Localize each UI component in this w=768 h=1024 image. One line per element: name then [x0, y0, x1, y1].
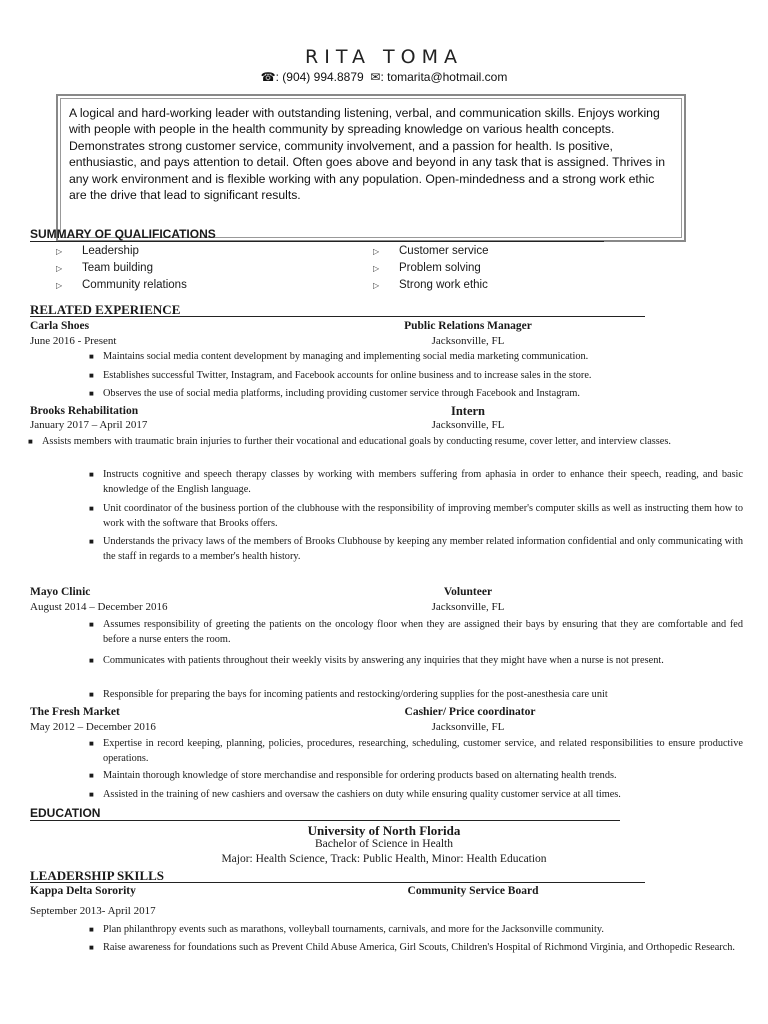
list-item: ■ Maintain thorough knowledge of store merchandise and responsible for ordering products based on alternating health trends.	[89, 770, 617, 781]
leadership-org: Kappa Delta Sorority	[30, 885, 136, 897]
bullet-icon: ■	[89, 504, 94, 513]
bullet-icon: ■	[89, 943, 94, 952]
job-date: May 2012 – December 2016	[30, 721, 156, 733]
list-item: ▷ Team building	[56, 260, 187, 277]
job-role: Public Relations Manager	[404, 320, 532, 332]
job-org: Brooks Rehabilitation	[30, 405, 139, 417]
list-item: ■ Raise awareness for foundations such as Prevent Child Abuse America, Girl Scouts, Children's Hospital of Richmond Virginia, and Orthopedic Research.	[89, 942, 735, 953]
list-item: ■ Assists members with traumatic brain injuries to further their vocational and educational goals by conducting resume, cover letter, and interview classes.	[28, 436, 671, 447]
bullet-icon: ■	[89, 771, 94, 780]
list-item: ■ Assisted in the training of new cashiers and oversaw the cashiers on duty while ensuring quality customer service at all times.	[89, 789, 621, 800]
job-location: Jacksonville, FL	[431, 721, 505, 733]
school-name: University of North Florida	[307, 823, 461, 838]
job-role: Intern	[450, 404, 486, 418]
bullet-icon: ■	[89, 371, 94, 380]
list-item: ■ Expertise in record keeping, planning, policies, procedures, researching, scheduling, customer service, and related responsibilities to ensure productive operations.	[89, 738, 743, 764]
bullet-icon: ■	[89, 470, 94, 479]
job-role: Volunteer	[443, 586, 493, 598]
list-item: ■ Plan philanthropy events such as marathons, volleyball tournaments, carnivals, and more for the Jacksonville community.	[89, 924, 604, 935]
qualifications-left-list	[56, 243, 187, 294]
list-item: ■ Instructs cognitive and speech therapy classes by working with members suffering from aphasia in order to enhance their speech, reading, and basic knowledge of the English language.	[89, 469, 743, 495]
job-date: January 2017 – April 2017	[30, 419, 148, 431]
list-item: ■ Understands the privacy laws of the members of Brooks Clubhouse by keeping any member related information confidential and only communicating with the staff in regards to a member's health history.	[89, 536, 743, 562]
list-item: ▷ Strong work ethic	[373, 277, 488, 294]
arrow-icon: ▷	[373, 281, 380, 290]
qualifications-heading: SUMMARY OF QUALIFICATIONS	[30, 228, 604, 242]
qualifications-right-list	[373, 243, 488, 294]
job-org: The Fresh Market	[30, 706, 120, 718]
list-item: ■ Communicates with patients throughout their weekly visits by answering any inquiries that they might have when a nurse is not present.	[89, 655, 664, 666]
list-item: ■ Assumes responsibility of greeting the patients on the oncology floor when they are assigned their bays by ensuring that they are comfortable and fed before a nurse enters the room.	[89, 619, 743, 645]
list-item: ■ Unit coordinator of the business portion of the clubhouse with the responsibility of improving member's computer skills as well as instructing them how to work with the software that Brooks offers.	[89, 503, 743, 529]
job-location: Jacksonville, FL	[431, 601, 505, 613]
list-item: ■ Responsible for preparing the bays for incoming patients and restocking/ordering supplies for the post-anesthesia care unit	[89, 689, 608, 700]
contact-line	[0, 70, 768, 84]
summary-box	[56, 94, 686, 242]
job-role: Cashier/ Price coordinator	[404, 706, 536, 718]
bullet-icon: ■	[28, 437, 33, 446]
bullet-icon: ■	[89, 790, 94, 799]
education-heading: EDUCATION	[30, 807, 620, 821]
list-item: ■ Observes the use of social media platforms, including providing customer service through Facebook and Instagram.	[89, 388, 580, 399]
bullet-icon: ■	[89, 537, 94, 546]
list-item: ■ Maintains social media content development by managing and implementing social media marketing communication.	[89, 351, 589, 362]
job-org: Mayo Clinic	[30, 586, 91, 598]
arrow-icon: ▷	[56, 281, 63, 290]
arrow-icon: ▷	[373, 264, 380, 273]
bullet-icon: ■	[89, 739, 94, 748]
major: Major: Health Science, Track: Public Health, Minor: Health Education	[221, 853, 547, 865]
bullet-icon: ■	[89, 925, 94, 934]
list-item: ■ Establishes successful Twitter, Instagram, and Facebook accounts for online business and to increase sales in the store.	[89, 370, 592, 381]
resume-name: RITA TOMA	[305, 46, 463, 68]
job-date: June 2016 - Present	[30, 335, 117, 347]
job-org: Carla Shoes	[30, 320, 90, 332]
arrow-icon: ▷	[56, 247, 63, 256]
bullet-icon: ■	[89, 690, 94, 699]
arrow-icon: ▷	[373, 247, 380, 256]
list-item: ▷ Customer service	[373, 243, 488, 260]
email-address: : tomarita@hotmail.com	[380, 70, 508, 84]
list-item: ▷ Community relations	[56, 277, 187, 294]
arrow-icon: ▷	[56, 264, 63, 273]
list-item: ▷ Leadership	[56, 243, 187, 260]
degree: Bachelor of Science in Health	[315, 838, 453, 850]
leadership-role: Community Service Board	[407, 885, 539, 897]
bullet-icon: ■	[89, 389, 94, 398]
phone-number: : (904) 994.8879	[275, 70, 364, 84]
leadership-heading: LEADERSHIP SKILLS	[30, 869, 645, 883]
list-item: ▷ Problem solving	[373, 260, 488, 277]
email-icon: ✉	[370, 70, 381, 84]
bullet-icon: ■	[89, 352, 94, 361]
summary-text: A logical and hard-working leader with outstanding listening, verbal, and communication skills. Enjoys working with people with people in the health community by spreading knowledge on various health concepts. Demonstrates strong customer service, community involvement, and a passion for health. Is positive, enthusiastic, and pays attention to detail. Often goes above and beyond in any task that is assigned. Thrives in any work environment and is flexible working with any population. Open-mindedness and a strong work ethic are the drive that lead to significant results.	[60, 98, 682, 238]
phone-icon: ☎	[260, 70, 276, 84]
experience-heading: RELATED EXPERIENCE	[30, 303, 645, 317]
bullet-icon: ■	[89, 620, 94, 629]
bullet-icon: ■	[89, 656, 94, 665]
job-location: Jacksonville, FL	[431, 419, 505, 431]
job-date: August 2014 – December 2016	[30, 601, 168, 613]
job-location: Jacksonville, FL	[431, 335, 505, 347]
leadership-date: September 2013- April 2017	[30, 905, 156, 917]
